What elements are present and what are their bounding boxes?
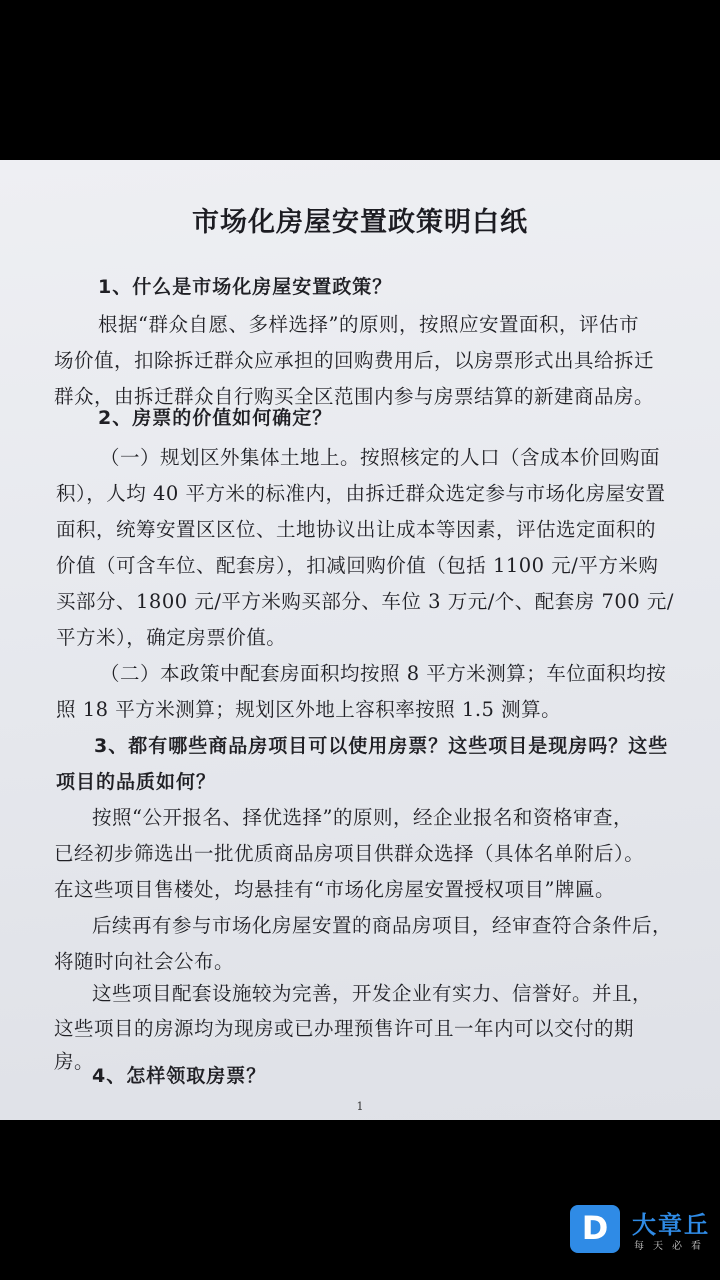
paragraph-line: 面积，统筹安置区区位、土地协议出让成本等因素，评估选定面积的 <box>56 518 657 541</box>
paragraph-line: 照 18 平方米测算；规划区外地上容积率按照 1.5 测算。 <box>56 698 562 721</box>
logo-letter: D <box>581 1209 609 1247</box>
paragraph-line: 后续再有参与市场化房屋安置的商品房项目，经审查符合条件后， <box>92 914 673 937</box>
paragraph-line: 群众，由拆迁群众自行购买全区范围内参与房票结算的新建商品房。 <box>54 385 655 408</box>
paragraph-line: 积），人均 40 平方米的标准内，由拆迁群众选定参与市场化房屋安置 <box>56 482 666 505</box>
document-title: 市场化房屋安置政策明白纸 <box>192 207 528 238</box>
paragraph-line: 买部分、1800 元/平方米购买部分、车位 3 万元/个、配套房 700 元/ <box>56 590 674 613</box>
app-logo-icon <box>570 1205 620 1253</box>
page-number: 1 <box>356 1100 364 1113</box>
section-heading: 4、怎样领取房票？ <box>92 1065 267 1087</box>
section-heading: 2、房票的价值如何确定？ <box>98 407 333 429</box>
paragraph-line: 价值（可含车位、配套房），扣减回购价值（包括 1100 元/平方米购 <box>56 554 659 577</box>
paragraph-line: 已经初步筛选出一批优质商品房项目供群众选择（具体名单附后）。 <box>54 842 645 865</box>
paragraph-line: 这些项目配套设施较为完善，开发企业有实力、信誉好。并且， <box>92 982 653 1005</box>
paragraph-line: （一）规划区外集体土地上。按照核定的人口（含成本价回购面 <box>100 446 661 469</box>
paragraph-line: 场价值，扣除拆迁群众应承担的回购费用后，以房票形式出具给拆迁 <box>54 349 655 372</box>
paragraph-line: （二）本政策中配套房面积均按照 8 平方米测算；车位面积均按 <box>100 662 667 685</box>
paragraph-line: 根据“群众自愿、多样选择”的原则，按照应安置面积，评估市 <box>98 313 639 336</box>
paragraph-line: 平方米），确定房票价值。 <box>56 626 287 649</box>
paragraph-line: 在这些项目售楼处，均悬挂有“市场化房屋安置授权项目”牌匾。 <box>54 878 615 901</box>
section-heading: 1、什么是市场化房屋安置政策？ <box>98 276 393 298</box>
paragraph-line: 将随时向社会公布。 <box>54 950 235 973</box>
section-heading: 项目的品质如何？ <box>56 771 217 793</box>
paragraph-line: 房。 <box>54 1050 95 1073</box>
paragraph-line: 按照“公开报名、择优选择”的原则，经企业报名和资格审查， <box>92 806 633 829</box>
section-heading: 3、都有哪些商品房项目可以使用房票？这些项目是现房吗？这些 <box>94 735 669 757</box>
paragraph-line: 这些项目的房源均为现房或已办理预售许可且一年内可以交付的期 <box>54 1017 635 1040</box>
watermark <box>570 1205 720 1255</box>
watermark-slogan: 每天必看 <box>634 1241 710 1252</box>
watermark-name: 大章丘 <box>632 1211 710 1239</box>
document-page <box>0 160 720 1120</box>
